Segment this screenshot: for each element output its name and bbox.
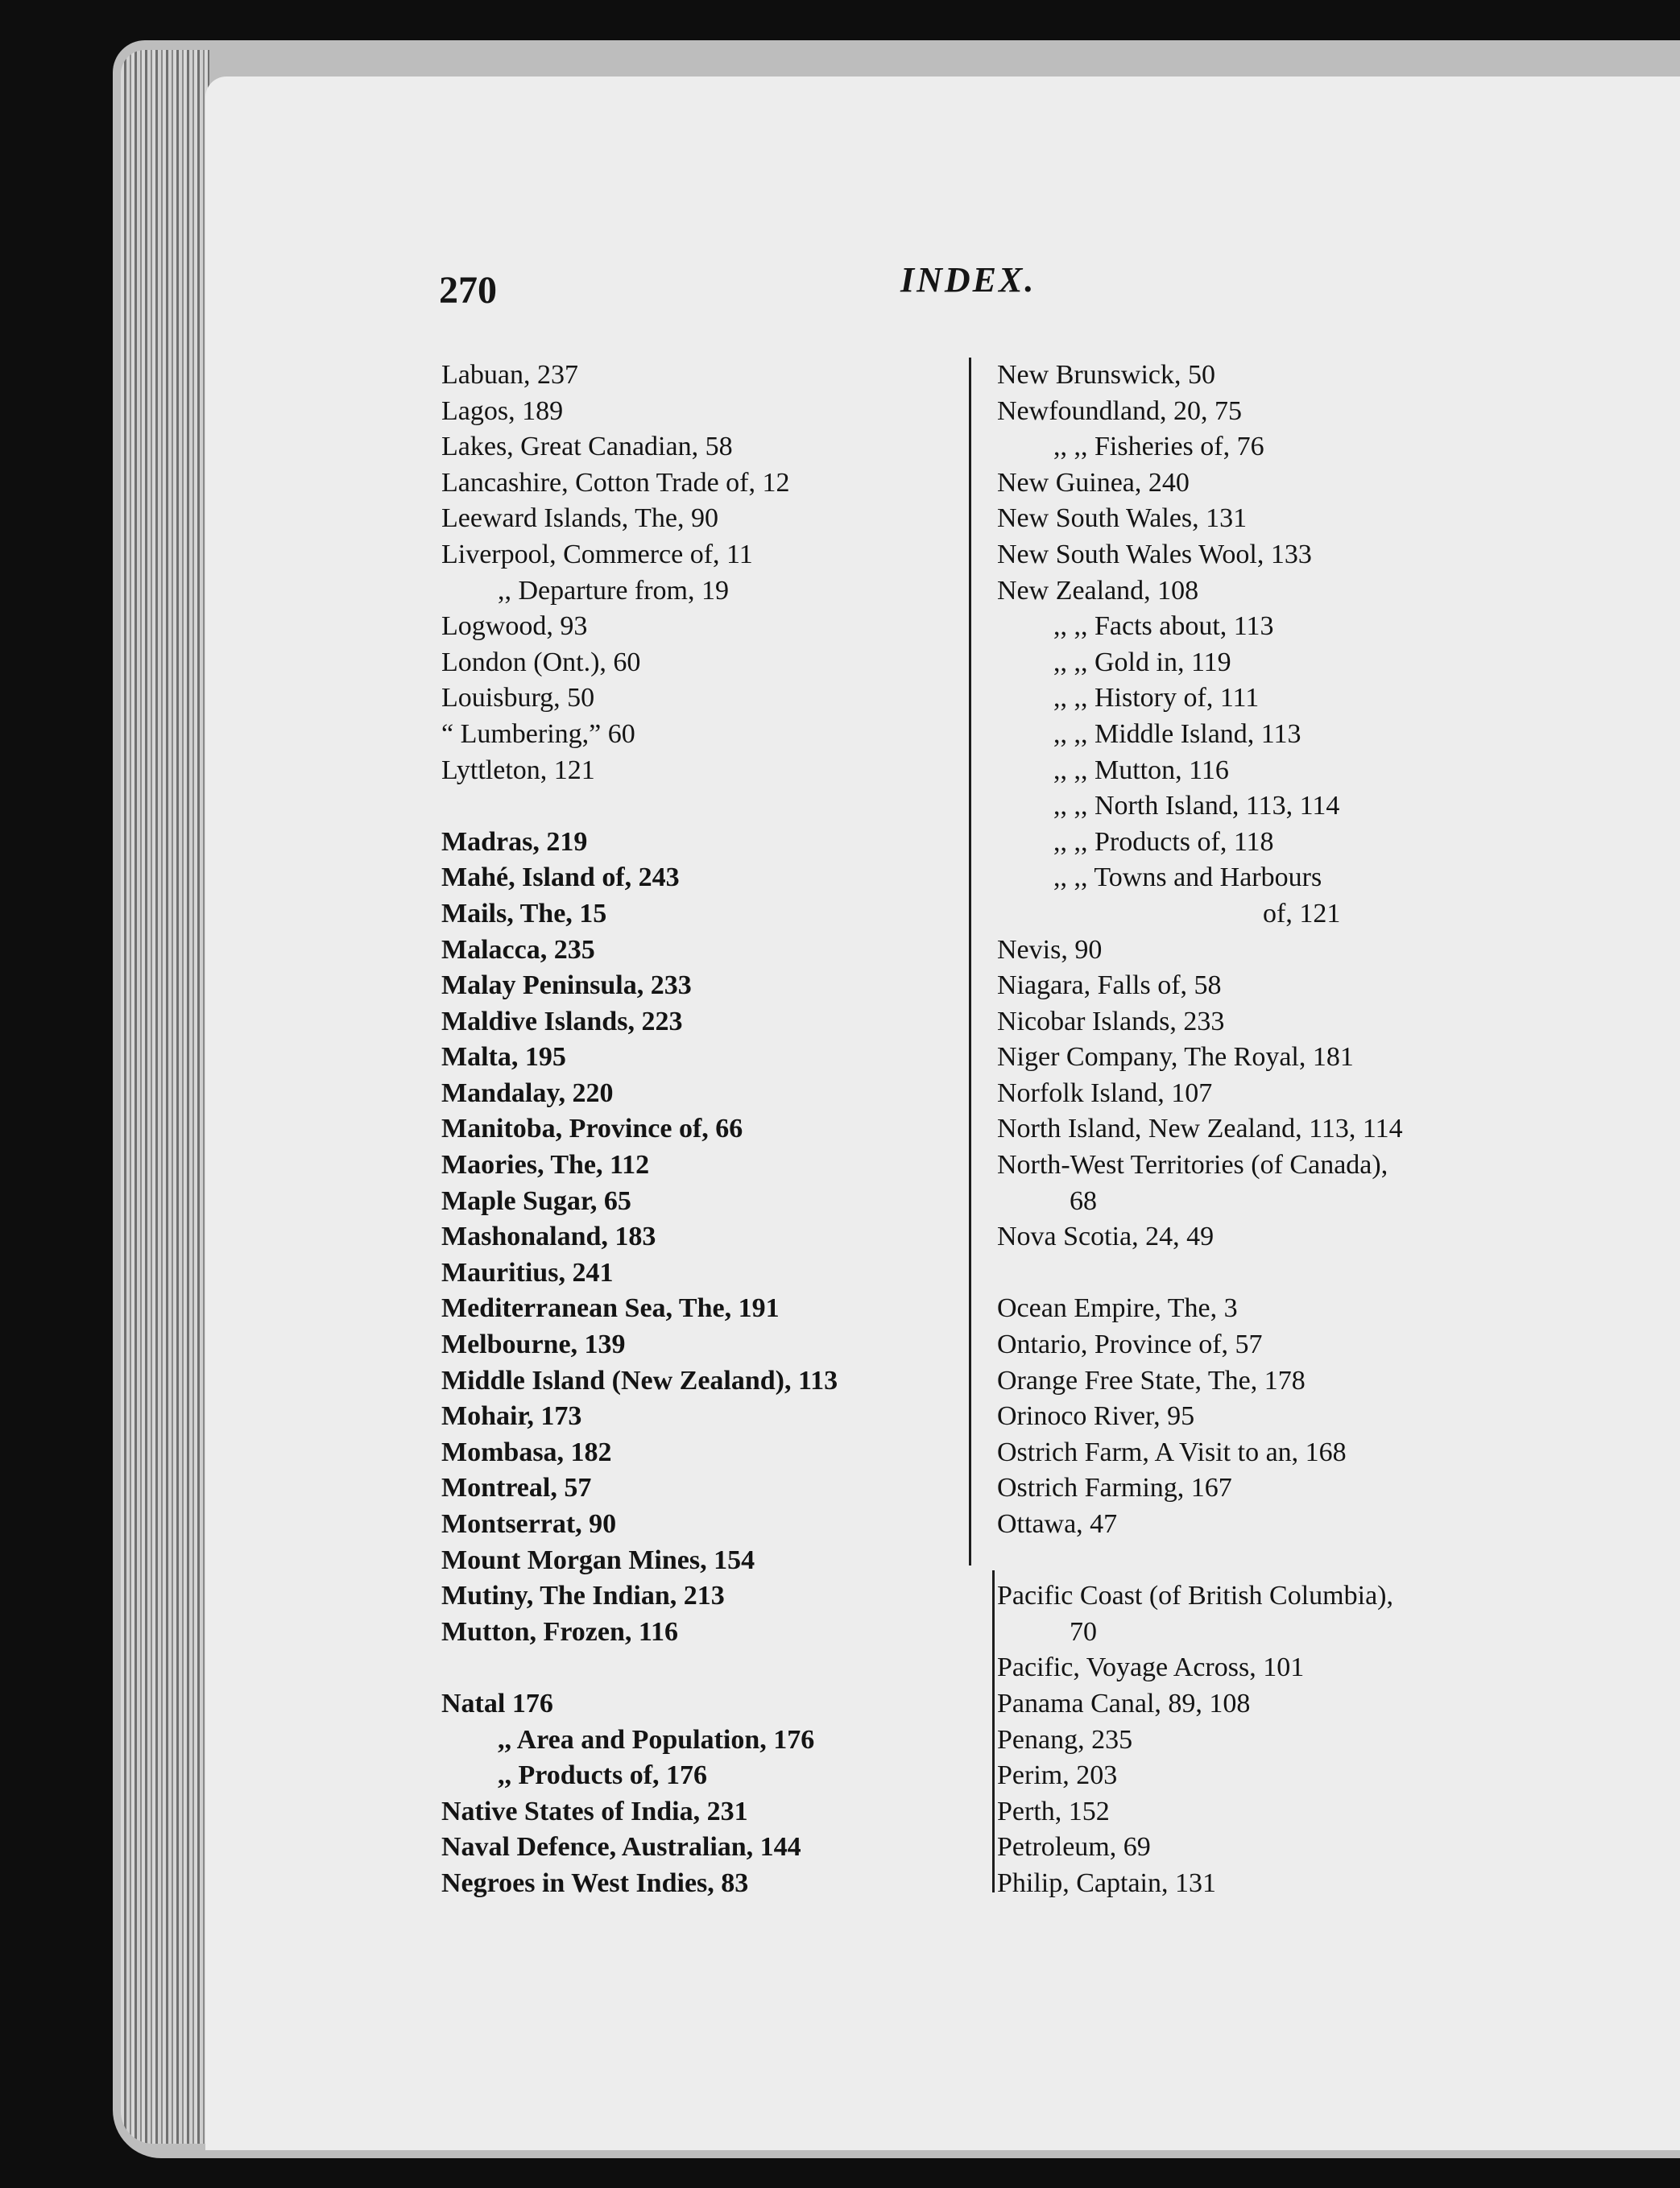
index-entry: Malacca, 235	[441, 934, 595, 965]
index-entry: New Brunswick, 50	[997, 360, 1216, 390]
index-entry: Mahé, Island of, 243	[441, 862, 680, 893]
index-entry: ,, Departure from, 19	[498, 575, 730, 606]
index-entry: Pacific Coast (of British Columbia),	[997, 1581, 1393, 1611]
index-entry: Montreal, 57	[441, 1473, 592, 1503]
index-entry: Manitoba, Province of, 66	[441, 1114, 743, 1144]
index-entry: New South Wales Wool, 133	[997, 539, 1312, 569]
index-entry: Mohair, 173	[441, 1401, 582, 1432]
index-entry: Perth, 152	[997, 1796, 1110, 1826]
index-entry: Orinoco River, 95	[997, 1401, 1195, 1432]
index-entry: Middle Island (New Zealand), 113	[441, 1365, 838, 1396]
index-entry: Ostrich Farming, 167	[997, 1473, 1232, 1503]
index-entry: Leeward Islands, The, 90	[441, 503, 718, 534]
index-entry: Mandalay, 220	[441, 1077, 614, 1108]
index-entry: Nicobar Islands, 233	[997, 1006, 1225, 1036]
index-entry: Petroleum, 69	[997, 1832, 1151, 1863]
index-entry: Lagos, 189	[441, 395, 564, 426]
index-entry: Perim, 203	[997, 1760, 1118, 1791]
index-entry: Malta, 195	[441, 1042, 566, 1073]
index-entry: ,, ,, Mutton, 116	[1053, 755, 1229, 785]
index-entry: Naval Defence, Australian, 144	[441, 1832, 801, 1863]
index-entry: Mutiny, The Indian, 213	[441, 1581, 725, 1611]
index-entry: Mails, The, 15	[441, 898, 607, 929]
index-entry: Maories, The, 112	[441, 1150, 650, 1181]
index-entry: 70	[1070, 1616, 1097, 1647]
index-entry: ,, ,, Towns and Harbours	[1053, 862, 1322, 893]
index-entry: London (Ont.), 60	[441, 647, 641, 677]
index-entry: Lancashire, Cotton Trade of, 12	[441, 467, 790, 498]
index-entry: Melbourne, 139	[441, 1330, 626, 1360]
index-entry: Ottawa, 47	[997, 1509, 1118, 1539]
index-gap	[441, 1650, 957, 1686]
index-entry: Mutton, Frozen, 116	[441, 1616, 679, 1647]
index-entry: ,, ,, Fisheries of, 76	[1053, 432, 1264, 462]
index-gap	[441, 788, 957, 825]
index-entry: Mombasa, 182	[441, 1437, 612, 1467]
index-entry: Maldive Islands, 223	[441, 1006, 683, 1036]
index-entry: Malay Peninsula, 233	[441, 970, 692, 1001]
index-entry: “ Lumbering,” 60	[441, 718, 635, 749]
index-entry: Mediterranean Sea, The, 191	[441, 1293, 780, 1324]
index-entry: Nova Scotia, 24, 49	[997, 1222, 1214, 1252]
index-entry: ,, ,, Facts about, 113	[1053, 611, 1274, 642]
index-entry: ,, Area and Population, 176	[498, 1724, 815, 1755]
index-entry: Orange Free State, The, 178	[997, 1365, 1306, 1396]
index-entry: of, 121	[1263, 898, 1341, 929]
index-entry: Maple Sugar, 65	[441, 1185, 631, 1216]
index-column-left	[441, 358, 957, 1902]
running-head: INDEX.	[900, 260, 1037, 300]
index-entry: Pacific, Voyage Across, 101	[997, 1652, 1305, 1683]
index-entry: Labuan, 237	[441, 360, 578, 390]
index-entry: ,, ,, Products of, 118	[1053, 826, 1274, 857]
index-entry: Philip, Captain, 131	[997, 1867, 1216, 1898]
index-entry: Penang, 235	[997, 1724, 1133, 1755]
column-rule	[969, 358, 971, 1566]
index-entry: North-West Territories (of Canada),	[997, 1150, 1388, 1181]
index-entry: ,, ,, North Island, 113, 114	[1053, 791, 1340, 821]
index-entry: New Zealand, 108	[997, 575, 1199, 606]
index-entry: Niger Company, The Royal, 181	[997, 1042, 1354, 1073]
index-entry: New South Wales, 131	[997, 503, 1248, 534]
index-entry: North Island, New Zealand, 113, 114	[997, 1114, 1403, 1144]
index-entry: 68	[1070, 1185, 1097, 1216]
index-entry: ,, ,, Gold in, 119	[1053, 647, 1231, 677]
index-entry: Natal 176	[441, 1688, 553, 1719]
index-entry: ,, ,, Middle Island, 113	[1053, 718, 1301, 749]
index-entry: Niagara, Falls of, 58	[997, 970, 1222, 1001]
index-entry: Mount Morgan Mines, 154	[441, 1545, 755, 1575]
index-entry: Mauritius, 241	[441, 1257, 614, 1288]
page-number: 270	[439, 269, 497, 312]
index-gap	[997, 1543, 1529, 1579]
index-entry: New Guinea, 240	[997, 467, 1190, 498]
index-entry: Lakes, Great Canadian, 58	[441, 432, 733, 462]
index-entry: Ocean Empire, The, 3	[997, 1293, 1238, 1324]
index-entry: Panama Canal, 89, 108	[997, 1688, 1251, 1719]
index-entry: Montserrat, 90	[441, 1509, 617, 1539]
index-entry: ,, ,, History of, 111	[1053, 683, 1260, 713]
page-leaves	[121, 50, 209, 2144]
index-entry: Louisburg, 50	[441, 683, 595, 713]
index-entry: Norfolk Island, 107	[997, 1077, 1213, 1108]
index-entry: ,, Products of, 176	[498, 1760, 708, 1791]
index-entry: Lyttleton, 121	[441, 755, 595, 785]
index-gap	[997, 1255, 1529, 1292]
index-entry: Madras, 219	[441, 826, 588, 857]
index-entry: Logwood, 93	[441, 611, 588, 642]
index-entry: Ostrich Farm, A Visit to an, 168	[997, 1437, 1347, 1467]
index-entry: Native States of India, 231	[441, 1796, 748, 1826]
index-entry: Liverpool, Commerce of, 11	[441, 539, 753, 569]
column-rule-lower	[992, 1570, 995, 1892]
index-column-right	[997, 358, 1529, 1902]
index-entry: Nevis, 90	[997, 934, 1103, 965]
index-entry: Mashonaland, 183	[441, 1222, 656, 1252]
index-entry: Newfoundland, 20, 75	[997, 395, 1243, 426]
index-entry: Ontario, Province of, 57	[997, 1330, 1263, 1360]
index-entry: Negroes in West Indies, 83	[441, 1867, 749, 1898]
